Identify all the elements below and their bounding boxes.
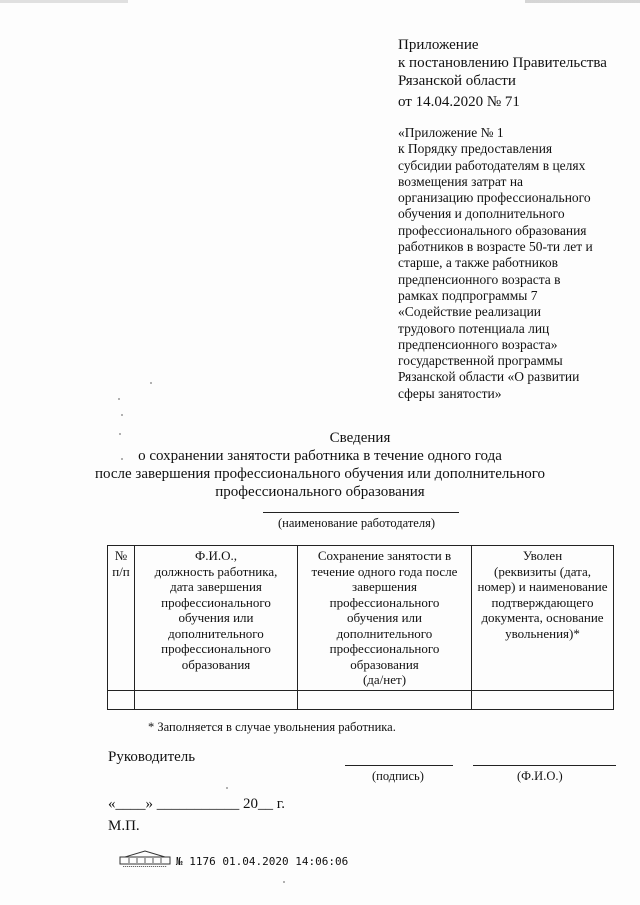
note-line: обучения и дополнительного [398,206,565,222]
scan-speck [150,382,152,384]
note-line: Рязанской области «О развитии [398,369,580,385]
header-cell-number: № п/п [108,546,135,691]
document-subtitle-3: профессионального образования [215,484,425,500]
document-subtitle-2: после завершения профессионального обучения или дополнительного [94,466,546,482]
appendix-date-number: от 14.04.2020 № 71 [398,94,520,110]
note-line: предпенсионного возраста» [398,336,558,352]
note-line: предпенсионного возраста в [398,271,561,287]
note-line: государственной программы [398,353,563,369]
table-cell[interactable] [108,691,135,710]
note-line: субсидии работодателям в целях [398,157,586,173]
signature-role: Руководитель [108,749,196,765]
name-line [473,765,616,766]
appendix-region: Рязанской области [398,73,516,89]
note-line: трудового потенциала лиц [398,320,550,336]
header-cell-employment: Сохранение занятости в течение одного года после завершения профессионального обучения или дополнительного профессионального образования (да/нет) [298,546,472,691]
appendix-note [398,125,623,402]
note-line: к Порядку предоставления [398,141,553,157]
signature-line [345,765,453,766]
scan-speck [121,458,123,460]
registry-logo [119,849,171,869]
note-line: старше, а также работников [398,255,558,271]
table-cell[interactable] [472,691,614,710]
header-cell-fio: Ф.И.О., должность работника, дата завершения профессионального обучения или дополнительного профессионального образования [135,546,298,691]
table-header-row [108,546,614,691]
document-subtitle-1: о сохранении занятости работника в течение одного года [138,448,502,464]
date-line: «____» ___________ 20__ г. [108,796,285,812]
table-cell[interactable] [298,691,472,710]
scan-speck [119,433,121,435]
appendix-heading: Приложение [398,37,479,53]
document-title: Сведения [329,430,391,446]
employment-table [107,545,614,710]
employer-name-line [263,512,459,513]
appendix-resolution: к постановлению Правительства [398,55,607,71]
signature-caption: (подпись) [372,769,424,783]
footnote: * Заполняется в случае увольнения работника. [148,720,396,734]
scan-speck [118,398,120,400]
table-cell[interactable] [135,691,298,710]
note-line: работников в возрасте 50-ти лет и [398,239,593,255]
scan-speck [283,881,285,883]
scan-edge [0,0,640,3]
note-line: возмещения затрат на [398,173,524,189]
note-line: «Приложение № 1 [398,125,504,140]
note-line: «Содействие реализации [398,304,542,320]
note-line: рамках подпрограммы 7 [398,287,538,303]
name-caption: (Ф.И.О.) [517,769,563,783]
stamp-place: М.П. [108,818,140,834]
note-line: сферы занятости» [398,385,502,401]
note-line: организацию профессионального [398,190,591,206]
header-cell-dismissed: Уволен (реквизиты (дата, номер) и наименование подтверждающего документа, основание увольнения)* [472,546,614,691]
employer-caption: (наименование работодателя) [278,516,436,530]
registration-stamp: № 1176 01.04.2020 14:06:06 [176,855,349,868]
table-row [108,691,614,710]
note-line: профессионального образования [398,222,587,238]
building-icon [119,849,171,869]
scan-speck [121,414,123,416]
scan-speck [226,787,228,789]
